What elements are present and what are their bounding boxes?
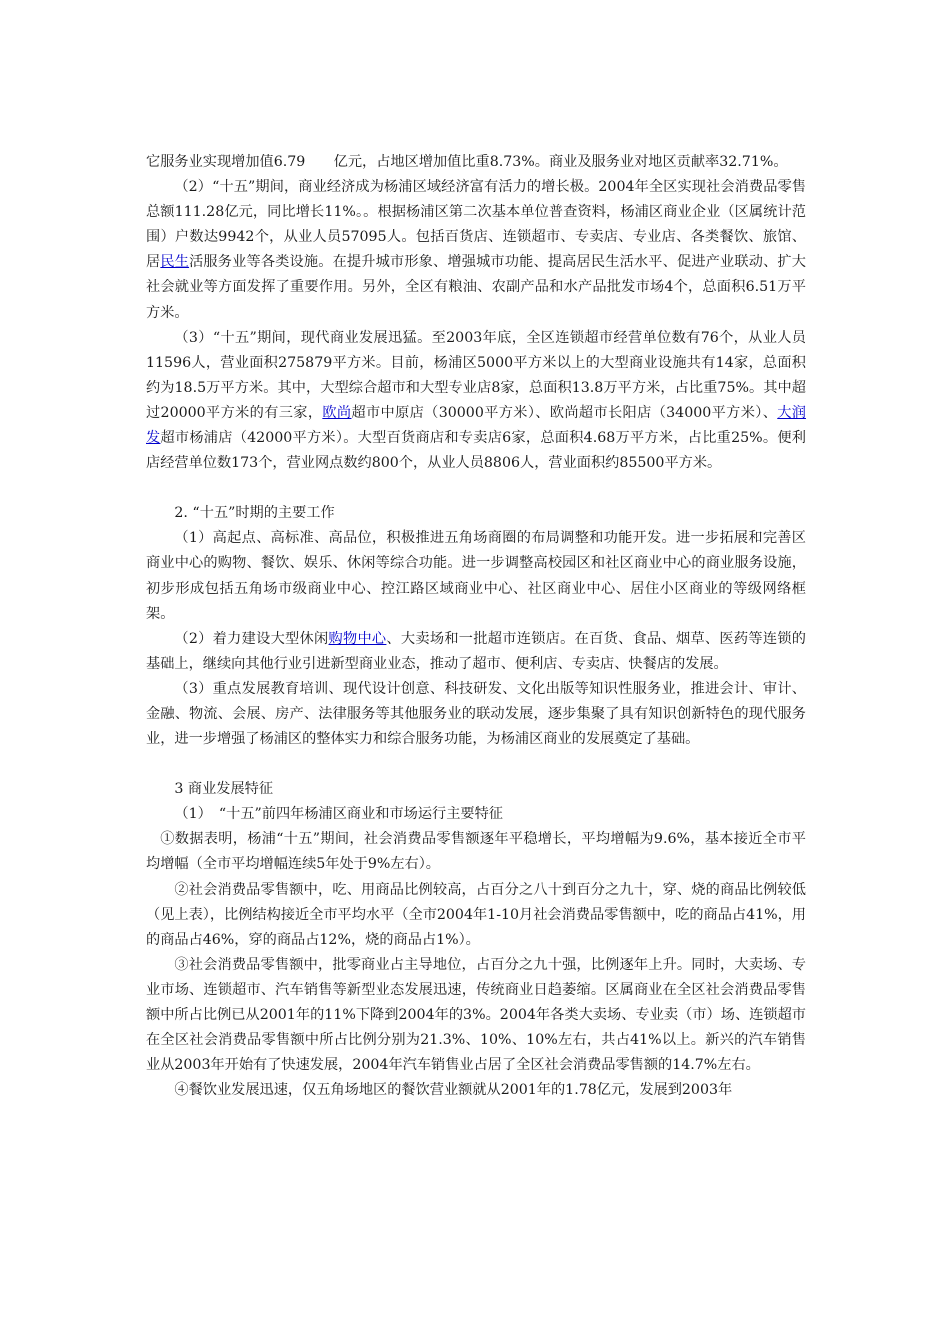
- link-auchan[interactable]: 欧尚: [322, 404, 352, 421]
- section3-paragraph-2: ②社会消费品零售额中，吃、用商品比例较高，占百分之八十到百分之九十，穿、烧的商品比例较低（见上表），比例结构接近全市平均水平（全市2004年1-10月社会消费品零售额中，吃的商品占41%，用的商品占46%，穿的商品占12%，烧的商品占1%）。: [146, 881, 806, 948]
- document-page: [146, 150, 806, 1103]
- section1-p2-text-2: 活服务业等各类设施。在提升城市形象、增强城市功能、提高居民生活水平、促进产业联动、扩大社会就业等方面发挥了重要作用。另外，全区有粮油、农副产品和水产品批发市场4个，总面积6.51万平方米。: [146, 254, 806, 321]
- section3-heading: 3 商业发展特征: [174, 781, 274, 798]
- section1-p2-text-1: （2）“十五”期间，商业经济成为杨浦区域经济富有活力的增长极。2004年全区实现社会消费品零售总额111.28亿元，同比增长11%。。根据杨浦区第二次基本单位普查资料，杨浦区商业企业（区属统计范围）户数达9942个，从业人员57095人。包括百货店、连锁超市、专卖店、专业店、各类餐饮、旅馆、居: [146, 179, 806, 271]
- section3-paragraph-1: ①数据表明，杨浦“十五”期间，社会消费品零售额逐年平稳增长，平均增幅为9.6%，基本接近全市平均增幅（全市平均增幅连续5年处于9%左右）。: [146, 831, 806, 873]
- section2-paragraph-3: （3）重点发展教育培训、现代设计创意、科技研发、文化出版等知识性服务业，推进会计、审计、金融、物流、会展、房产、法律服务等其他服务业的联动发展，逐步集聚了具有知识创新特色的现代服务业，进一步增强了杨浦区的整体实力和综合服务功能，为杨浦区商业的发展奠定了基础。: [146, 680, 806, 748]
- section1-paragraph-2: [146, 175, 806, 326]
- section1-p3-text-3: 超市杨浦店（42000平方米）。大型百货商店和专卖店6家，总面积4.68万平方米，占比重25%。便利店经营单位数173个，营业网点数约800个，从业人员8806人，营业面积约85500平方米。: [146, 430, 806, 472]
- section3-paragraph-3: ③社会消费品零售额中，批零商业占主导地位，占百分之九十强，比例逐年上升。同时，大卖场、专业市场、连锁超市、汽车销售等新型业态发展迅速，传统商业日趋萎缩。区属商业在全区社会消费品零售额中所占比例已从2001年的11%下降到2004年的3%。2004年各类大卖场、专业卖（市）场、连锁超市在全区社会消费品零售额中所占比例分别为21.3%、10%、10%左右，共占41%以上。新兴的汽车销售业从2003年开始有了快速发展，2004年汽车销售业占居了全区社会消费品零售额的14.7%左右。: [146, 956, 806, 1074]
- section2-p2-text-2: 、大卖场和一批超市连锁店。在百货、食品、烟草、医药等连锁的基础上，继续向其他行业引进新型商业业态，推动了超市、便利店、专卖店、快餐店的发展。: [146, 630, 806, 672]
- section2-p2-text-1: （2）着力建设大型休闲: [174, 630, 329, 647]
- link-minsheng[interactable]: 民生: [160, 254, 190, 271]
- link-rt-mart[interactable]: 大润发: [146, 404, 806, 447]
- link-shopping-center[interactable]: 购物中心: [328, 630, 387, 647]
- section1-p3-text-2: 超市中原店（30000平方米）、欧尚超市长阳店（34000平方米）、: [351, 404, 778, 421]
- section2-heading: 2. “十五”时期的主要工作: [174, 505, 335, 522]
- section1-p3-text-1: （3）“十五”期间，现代商业发展迅猛。至2003年底，全区连锁超市经营单位数有76个，从业人员11596人，营业面积275879平方米。目前，杨浦区5000平方米以上的大型商业设施共有14家，总面积约为18.5万平方米。其中，大型综合超市和大型专业店8家，总面积13.8万平方米，占比重75%。其中超过20000平方米的有三家，: [146, 329, 806, 421]
- section3-paragraph-4: ④餐饮业发展迅速，仅五角场地区的餐饮营业额就从2001年的1.78亿元，发展到2003年: [174, 1082, 733, 1099]
- section2-paragraph-1: （1）高起点、高标准、高品位，积极推进五角场商圈的布局调整和功能开发。进一步拓展和完善区商业中心的购物、餐饮、娱乐、休闲等综合功能。进一步调整高校园区和社区商业中心的商业服务设施，初步形成包括五角场市级商业中心、控江路区域商业中心、社区商业中心、居住小区商业的等级网络框架。: [146, 530, 806, 622]
- intro-paragraph: 它服务业实现增加值6.79 亿元，占地区增加值比重8.73%。商业及服务业对地区贡献率32.71%。: [146, 154, 788, 170]
- section3-subheading: （1） “十五”前四年杨浦区商业和市场运行主要特征: [174, 806, 503, 823]
- section2-paragraph-2: [146, 627, 806, 677]
- section1-paragraph-3: [146, 326, 806, 477]
